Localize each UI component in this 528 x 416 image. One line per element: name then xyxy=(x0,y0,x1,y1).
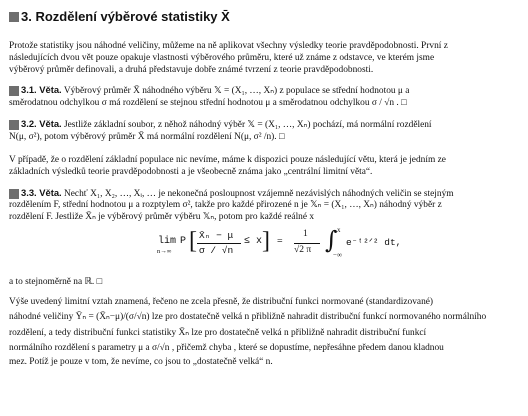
formula-le-x: ≤ x xyxy=(244,236,263,247)
formula-P: P xyxy=(180,236,187,247)
last-line-3: rozdělení, a tedy distribuční funkci statistiky X̄ₙ lze pro dostatečně velká n přibližně nahradit distribuční funkcí xyxy=(9,328,427,338)
theorem-3-3-line-3: rozdělení F. Jestliže X̄ₙ je výběrový průměr výběru 𝕏ₙ, potom pro každé reálné x xyxy=(9,212,315,222)
last-line-2: náhodné veličiny Ȳₙ = (X̄ₙ−μ)/(σ/√n) lze pro dostatečně velká n přibližně nahradit distribuční funkcí normovaného normálního xyxy=(9,312,487,322)
paragraph-2-line-1: V případě, že o rozdělení základní populace nic nevíme, máme k dispozici pouze následující větu, která je jedním ze xyxy=(9,155,446,165)
last-line-1: Výše uvedený limitní vztah znamená, řečeno ne zcela přesně, že distribuční funkci normované (standardizované) xyxy=(9,297,434,307)
formula-bracket-right: ] xyxy=(262,228,270,254)
integral-lower: −∞ xyxy=(333,251,342,259)
theorem-bullet xyxy=(9,189,19,199)
formula-sqrt-2pi: √2 π xyxy=(294,245,312,255)
intro-line-1: Protože statistiky jsou náhodné veličiny, můžeme na ně aplikovat všechny výsledky teorie pravděpodobnosti. První z xyxy=(9,41,448,51)
formula-lim: lim xyxy=(158,236,177,247)
theorem-3-3-line-1: 3.3. Věta. Nechť X₁, X₂, …, Xᵢ, … je nekonečná posloupnost vzájemně nezávislých náhodných veličin se stejným xyxy=(21,187,454,199)
intro-line-2: následujících dvou vět pouze opakuje vlastnosti výběrového průměru, které už známe z odstavce, ve kterém jsme xyxy=(9,53,435,63)
theorem-bullet xyxy=(9,86,19,96)
theorem-3-2-line-1: 3.2. Věta. Jestliže základní soubor, z něhož náhodný výběr 𝕏 = (X₁, …, Xₙ) pochází, má normální rozdělení xyxy=(21,118,432,130)
formula-bracket-left: [ xyxy=(189,228,197,254)
heading-bullet xyxy=(9,12,19,22)
formula-numerator: X̄ₙ − μ xyxy=(199,230,234,241)
last-line-4: normálního rozdělení s parametry μ a σ/√n , přičemž chyba , které se dopustíme, nepřesáhne předem danou kladnou xyxy=(9,343,444,353)
section-heading: 3. Rozdělení výběrové statistiky X̄ xyxy=(21,9,230,24)
formula-fraction-bar xyxy=(197,243,241,244)
theorem-label: 3.2. Věta. xyxy=(21,118,62,129)
after-formula: a to stejnoměrně na ℝ. □ xyxy=(9,277,103,287)
integral-upper: x xyxy=(337,226,341,234)
theorem-label: 3.3. Věta. xyxy=(21,187,62,198)
formula-one: 1 xyxy=(303,229,308,239)
formula-fraction-bar-2 xyxy=(294,243,320,244)
integrand: e⁻ᵗ²ᐟ² dt, xyxy=(346,237,402,248)
paragraph-2-line-2: základních výsledků teorie pravděpodobnosti a je všeobecně známa jako „centrální limitní věta“. xyxy=(9,167,373,177)
integral-sign: ∫ xyxy=(325,226,338,254)
theorem-3-1-line-1: 3.1. Věta. Výběrový průměr X̄ náhodného výběru 𝕏 = (X₁, …, Xₙ) z populace se střední hodnotou μ a xyxy=(21,84,410,96)
theorem-3-3-line-2: rozdělením F, střední hodnotou μ a rozptylem σ², takže pro každé přirozené n je 𝕏ₙ = (X₁, …, Xₙ) náhodný výběr z xyxy=(9,200,442,210)
intro-line-3: výběrový průměr definovali, a druhá představuje dobře známé tvrzení z teorie pravděpodobnosti. xyxy=(9,65,374,75)
theorem-3-1-line-2: směrodatnou odchylkou σ má rozdělení se stejnou střední hodnotou μ a směrodatnou odchylkou σ / √n . □ xyxy=(9,98,407,108)
formula-lim-sub: n→∞ xyxy=(157,248,172,255)
theorem-3-2-line-2: N(μ, σ²), potom výběrový průměr X̄ má normální rozdělení N(μ, σ² /n). □ xyxy=(9,132,285,142)
formula-denominator: σ / √n xyxy=(199,245,234,256)
last-line-5: mez. Potíž je pouze v tom, že nevíme, co jsou to „dostatečně velká“ n. xyxy=(9,357,273,367)
theorem-bullet xyxy=(9,120,19,130)
formula-equals: = xyxy=(277,236,283,247)
theorem-label: 3.1. Věta. xyxy=(21,84,62,95)
